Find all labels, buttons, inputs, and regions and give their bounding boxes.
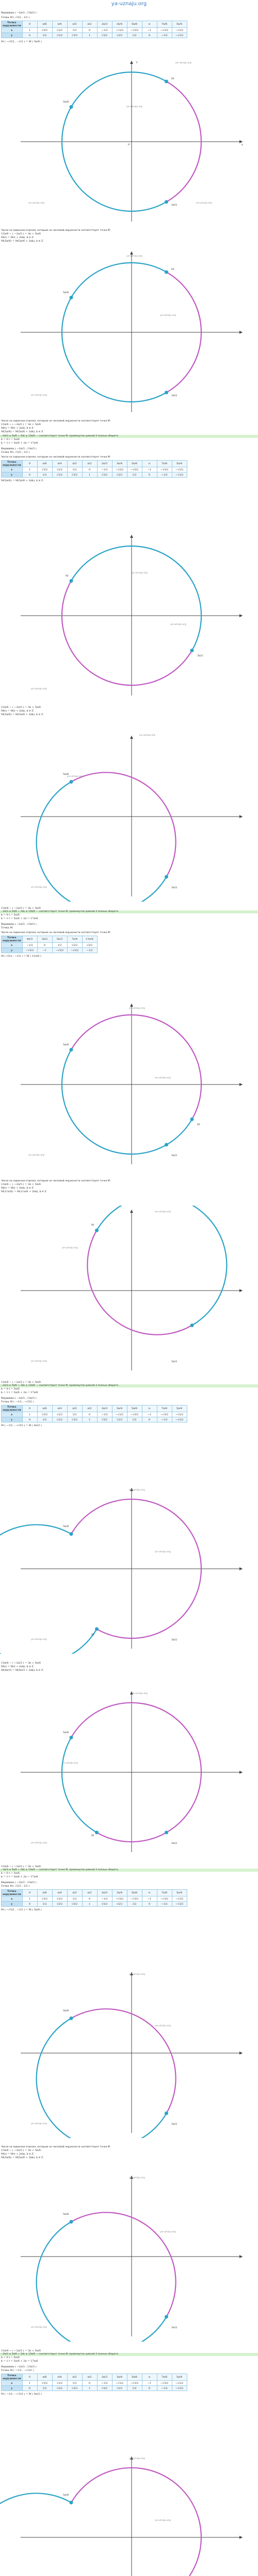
unit-circle-9	[0, 1968, 258, 2138]
vertices-line: Вершины ( −2π/3 ; 13π/3 )	[1, 11, 37, 14]
section-1	[0, 11, 258, 44]
site-title[interactable]: ya-uznaju.org	[111, 1, 147, 7]
label-m: M	[171, 77, 174, 80]
point-m-marker	[165, 80, 168, 83]
m-equals-line: M ( −√3/2 , −1/2 ) = M ( 5π/6 )	[1, 40, 42, 43]
label-5pi6: 5π/6	[63, 100, 69, 104]
unit-circle-4	[0, 732, 258, 902]
point-m-line: Точка M ( √3/2 ; 1/2 )	[1, 16, 30, 19]
section-3: Числа на заданном отрезке, которым на числовой окружности соответствует точка M: 13π/6 − ( −2π/3 ) = 3π + 5π/6 M(t) = M(t + 2πk), k ∈ Z M(5π/6) = M(5π/6 + 2πk), k ∈ Z −2π/3 ≤ 5π/6 + 2πk ≤ 13π/6 — соответствует точке М, промежуток длиной 3 полных оборота. k = 0 t = 5π/6 k = 1 t = 5π/6 + 2π = 17π/6 Вершины ( −2π/3 ; 13π/3 ) Точка M ( √3/2 ; 1/2 ) Числа на заданном отрезке, которым на числовой окружности соответствует точка M: Точка окружности 0 π/6 π/4 π/3 π/2 2π/3 3π/4 5π/6 π 7π/6 5π/4 x 1 √3/2 √2/2 1/2 0 −1/2 −√2/2 −√3/2 −1 −√3/2 −√2/2 y 0 1/2 √2/2 √3/2 1 √3/2 √2/2 1/2 0 −1/2 −√2/2 M(5π/6) = M(5π/6 + 2πk), k ∈ Z	[0, 420, 258, 483]
label-3pi2: 3π/2	[171, 204, 178, 207]
section-10: Числа на заданном отрезке, которым на числовой окружности соответствует точка M: 13π/6 − ( −2π/3 ) = 3π + 5π/6 M(t) = M(t + 2πk), k ∈ Z M(5π/6) = M(5π/6 + 2πk), k ∈ Z	[1, 2146, 111, 2159]
values-table-6: Точка окружности 0 π/6 π/4 π/3 π/2 2π/3 3π/4 5π/6 π 7π/6 5π/4 x 1 √3/2 √2/2 1/2 0 −1/2 −√2/2 −√3/2 −1 −√3/2 −√2/2 y 0 1/2 √2/2 √3/2 1 √3/2 √2/2 1/2 0 −1/2 −√2/2	[1, 2374, 187, 2391]
table-head: Точка окружности	[2, 21, 23, 28]
section-2: Числа на заданном отрезке, которым на числовой окружности соответствует точка M: 13π/6 − ( −2π/3 ) = 3π + 5π/6 M(t) = M(t + 2πk), k ∈ Z M(5π/6) = M(5π/6 + 2πk), k ∈ Z	[1, 229, 111, 243]
unit-circle-2	[0, 247, 258, 417]
unit-circle-3	[0, 531, 258, 701]
unit-circle-11	[0, 2452, 258, 2576]
unit-circle-7	[0, 1484, 258, 1654]
unit-circle-6	[0, 1206, 258, 1376]
axis-x: x	[241, 143, 243, 146]
watermark: ya-uznaju.org	[175, 62, 191, 64]
values-table-4: Точка окружности 0 π/6 π/4 π/3 π/2 2π/3 3π/4 5π/6 π 7π/6 5π/4 x 1 √3/2 √2/2 1/2 0 −1/2 −√2/2 −√3/2 −1 −√3/2 −√2/2 y 0 1/2 √2/2 √3/2 1 √3/2 √2/2 1/2 0 −1/2 −√2/2	[1, 1405, 187, 1422]
section-11: 13π/6 − ( −2π/3 ) = 3π + 5π/6 −2π/3 ≤ 5π/6 + 2πk ≤ 13π/6 — соответствует точке М, промежуток длиной 3 полных оборота. k = 0 t = 5π/6 k = 1 t = 5π/6 + 2π = 17π/6 Вершины ( −2π/3 ; 13π/3 ) Точка M ( −1/2 ; −√3/2 ) Точка окружности 0 π/6 π/4 π/3 π/2 2π/3 3π/4 5π/6 π 7π/6 5π/4 x 1 √3/2 √2/2 1/2 0 −1/2 −√2/2 −√3/2 −1 −√3/2 −√2/2 y 0 1/2 √2/2 √3/2 1 √3/2 √2/2 1/2 0 −1/2 −√2/2 M ( −1/2 ; −√3/2 ) = M ( 4π/3 )	[0, 2349, 258, 2396]
unit-circle-5	[0, 999, 258, 1170]
axis-origin: 0	[128, 143, 130, 146]
values-table-5: Точка окружности 0 π/6 π/4 π/3 π/2 2π/3 3π/4 5π/6 π 7π/6 5π/4 x 1 √3/2 √2/2 1/2 0 −1/2 −√2/2 −√3/2 −1 −√3/2 −√2/2 y 0 1/2 √2/2 √3/2 1 √3/2 √2/2 1/2 0 −1/2 −√2/2	[1, 1889, 187, 1907]
unit-circle-10	[0, 2172, 258, 2342]
section-7: 13π/6 − ( −2π/3 ) = 3π + 5π/6 −2π/3 ≤ 5π/6 + 2πk ≤ 13π/6 — соответствует точке М, промежуток длиной 3 полных оборота. k = 0 t = 5π/6 k = 1 t = 5π/6 + 2π = 17π/6 Вершины ( −2π/3 ; 13π/3 ) Точка M ( −1/2 ; −√3/2 ) Точка окружности 0 π/6 π/4 π/3 π/2 2π/3 3π/4 5π/6 π 7π/6 5π/4 x 1 √3/2 √2/2 1/2 0 −1/2 −√2/2 −√3/2 −1 −√3/2 −√2/2 y 0 1/2 √2/2 √3/2 1 √3/2 √2/2 1/2 0 −1/2 −√2/2 M ( −1/2 ; −√3/2 ) = M ( 4π/3 )	[0, 1381, 258, 1428]
axis-y: y	[136, 61, 138, 64]
section-6: Числа на заданном отрезке, которым на числовой окружности соответствует точка M: 13π/6 − ( −2π/3 ) = 3π + 5π/6 M(t) = M(t + 2πk), k ∈ Z M(11π/6) = M(11π/6 + 2πk), k ∈ Z	[1, 1180, 111, 1193]
values-table-2: Точка окружности 0 π/6 π/4 π/3 π/2 2π/3 3π/4 5π/6 π 7π/6 5π/4 x 1 √3/2 √2/2 1/2 0 −1/2 −√2/2 −√3/2 −1 −√3/2 −√2/2 y 0 1/2 √2/2 √3/2 1 √3/2 √2/2 1/2 0 −1/2 −√2/2	[1, 460, 187, 478]
section-8: 13π/6 − ( −2π/3 ) = 3π + 5π/6 M(t) = M(t + 2πk), k ∈ Z M(4π/3) = M(4π/3 + 2πk), k ∈ Z	[1, 1662, 43, 1672]
values-table: Точка окружности 0 π/6 π/4 π/3 π/2 2π/3 3π/4 5π/6 π 7π/6 5π/4 x 1 √3/2 √2/2 1/2 0 −1/2 −√2/2 −√3/2 −1 −√3/2 −√2/2 y 0 1/2 √2/2 √3/2 1 √3/2 √2/2 1/2 0 −1/2 −√2/2	[1, 21, 187, 38]
unit-circle-8	[0, 1687, 258, 1857]
unit-circle-1	[0, 57, 258, 227]
values-table-3: Точка окружности 4π/3 3π/2 5π/3 7π/4 11π/6 x −1/2 0 1/2 √2/2 √3/2 y −√3/2 −1 −√3/2 −√2/2 −1/2	[1, 936, 98, 953]
section-4: 13π/6 − ( −2π/3 ) = 3π + 5π/6 M(t) = M(t + 2πk), k ∈ Z M(5π/6) = M(5π/6 + 2πk), k ∈ Z	[1, 706, 43, 716]
section-5: 13π/6 − ( −2π/3 ) = 3π + 5π/6 −2π/3 ≤ 5π/6 + 2πk ≤ 13π/6 — соответствует точке М, промежуток длиной 3 полных оборота. k = 0 t = 5π/6 k = 1 t = 5π/6 + 2π = 17π/6 Вершины ( −2π/3 ; 13π/3 ) Точка M Числа на заданном отрезке, которым на числовой окружности соответствует точка M: Точка окружности 4π/3 3π/2 5π/3 7π/4 11π/6 x −1/2 0 1/2 √2/2 √3/2 y −√3/2 −1 −√3/2 −√2/2 −1/2 M ( √3/2 ; −1/2 ) = M ( 11π/6 )	[0, 907, 258, 958]
section-9: 13π/6 − ( −2π/3 ) = 3π + 5π/6 −2π/3 ≤ 5π/6 + 2πk ≤ 13π/6 — соответствует точке М, промежуток длиной 3 полных оборота. k = 0 t = 5π/6 k = 1 t = 5π/6 + 2π = 17π/6 Вершины ( −2π/3 ; 13π/3 ) Точка M ( √3/2 ; 1/2 ) Точка окружности 0 π/6 π/4 π/3 π/2 2π/3 3π/4 5π/6 π 7π/6 5π/4 x 1 √3/2 √2/2 1/2 0 −1/2 −√2/2 −√3/2 −1 −√3/2 −√2/2 y 0 1/2 √2/2 √3/2 1 √3/2 √2/2 1/2 0 −1/2 −√2/2 M ( −√3/2 , −1/2 ) = M ( 5π/6 )	[0, 1865, 258, 1912]
